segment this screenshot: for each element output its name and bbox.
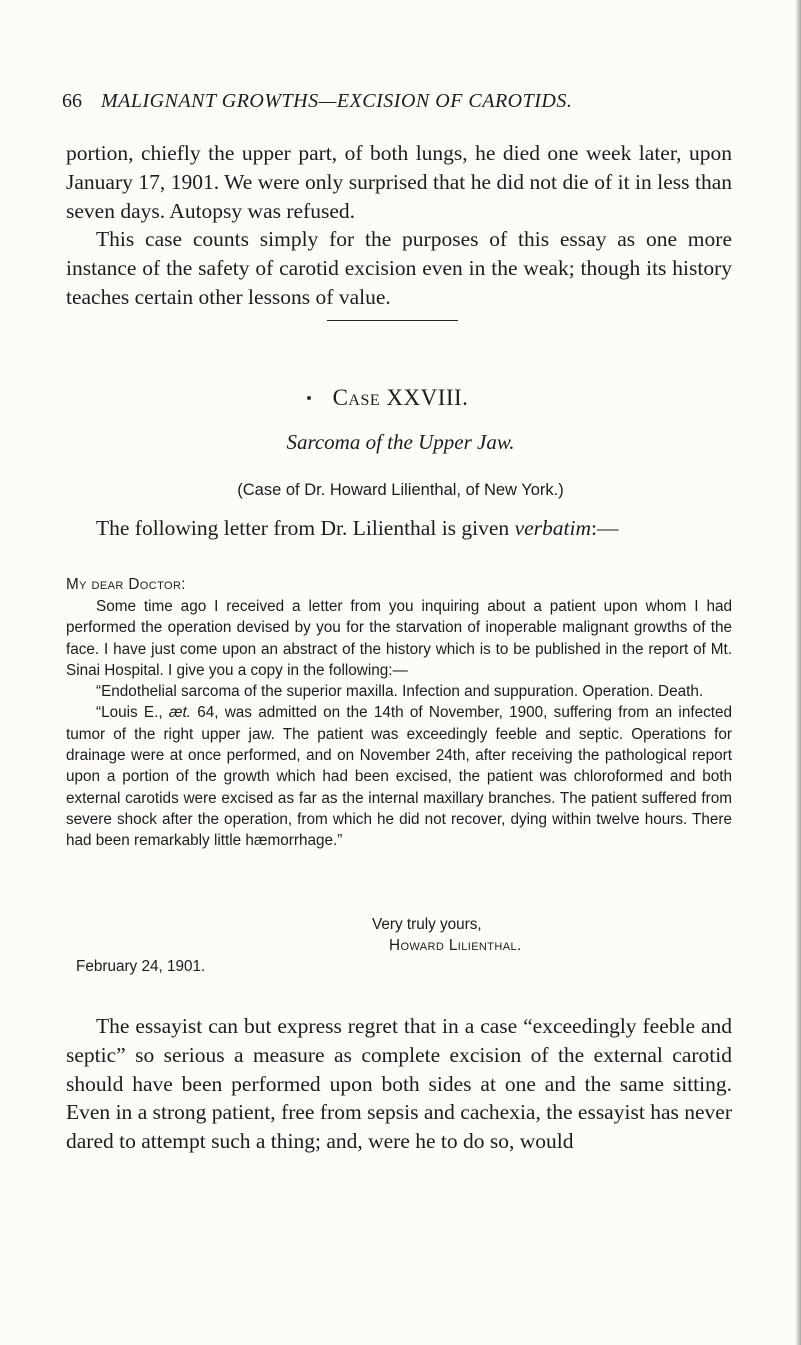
page-number: 66 (62, 90, 82, 112)
essayist-comment: The essayist can but express regret that in a case “exceedingly feeble and septic” so serious a measure as complete excision of the external carotid should have been performed upon both sides at one and the same sitting. Even in a strong patient, free from sepsis and cachexia, the essayist has never dared to attempt such a thing; and, were he to do so, would (66, 1014, 732, 1154)
letter-intro-paragraph (66, 514, 732, 543)
letter-paragraph-3 (66, 702, 732, 851)
running-title: MALIGNANT GROWTHS—EXCISION OF CAROTIDS. (101, 90, 573, 112)
letter-body (66, 596, 732, 852)
case-heading: Case XXVIII. (332, 385, 469, 410)
section-divider (327, 320, 458, 321)
case-attribution: (Case of Dr. Howard Lilienthal, of New York.) (237, 481, 564, 499)
letter-intro-text: The following letter from Dr. Lilienthal is given (96, 516, 510, 540)
aet-abbrev: æt. (168, 704, 191, 722)
page-edge-shadow (795, 0, 801, 1345)
paragraph-case-summary: This case counts simply for the purposes of this essay as one more instance of the safety of carotid excision even in the weak; though its history teaches certain other lessons of value. (66, 227, 732, 309)
closing-paragraph (66, 1012, 732, 1156)
case-subtitle: Sarcoma of the Upper Jaw. (286, 430, 515, 454)
running-head (62, 90, 732, 113)
verbatim-word: verbatim (514, 516, 591, 540)
letter-paragraph-2: “Endothelial sarcoma of the superior maxilla. Infection and suppuration. Operation. Death. (96, 683, 704, 701)
letter-paragraph-1: Some time ago I received a letter from you inquiring about a patient upon whom I had performed the operation devised by you for the starvation of inoperable malignant growths of the face. I have just come upon an abstract of the history which is to be published in the report of Mt. Sinai Hospital. I give you a copy in the following:— (66, 598, 732, 679)
patient-name: “Louis E., (96, 704, 163, 722)
letter-salutation: My dear Doctor: (66, 576, 186, 593)
opening-paragraphs (66, 139, 732, 312)
paragraph-continuation: portion, chiefly the upper part, of both lungs, he died one week later, upon January 17, 1901. We were only surprised that he did not die of it in less than seven days. Autopsy was refused. (66, 141, 732, 223)
patient-history: 64, was admitted on the 14th of November, 1900, suffering from an infected tumor of the right upper jaw. The patient was exceedingly feeble and septic. Operations for drainage were at once performed, and on November 24th, after receiving the pathological report upon a portion of the growth which had been excised, the patient was chloroformed and both external carotids were excised as far as the internal maxillary branches. The patient suffered from severe shock after the operation, from which he did not recover, dying within twelve hours. There had been remarkably little hæmorrhage.” (66, 704, 732, 850)
letter-signature: Howard Lilienthal. (389, 937, 522, 954)
letter-intro (66, 514, 732, 543)
letter-signoff: Very truly yours, (372, 916, 482, 933)
letter-date: February 24, 1901. (76, 958, 206, 975)
letter-intro-dash: :— (591, 516, 619, 540)
